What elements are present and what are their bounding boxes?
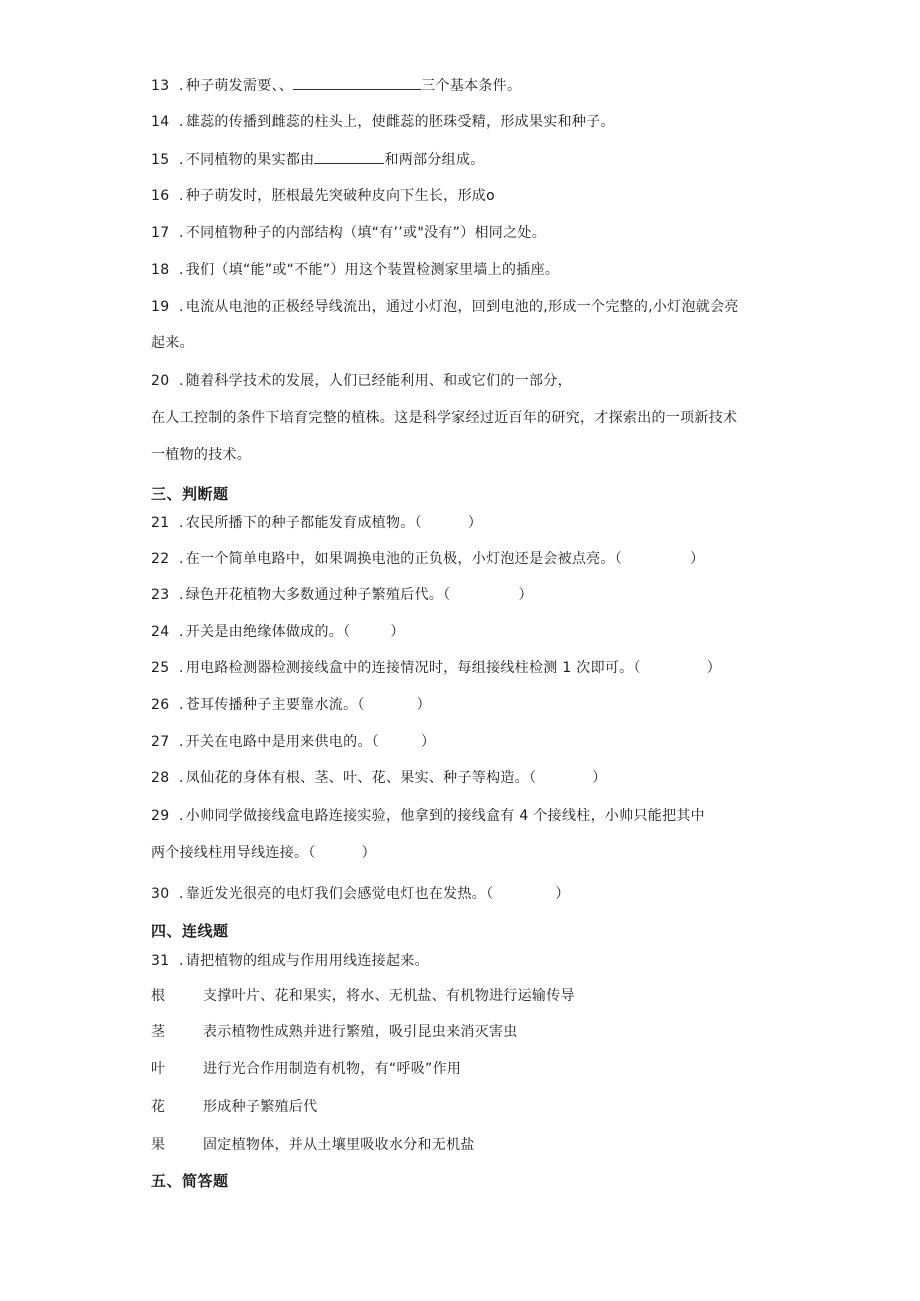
question-27: 27 . 开关在电路中是用来供电的。（ ） xyxy=(151,734,436,750)
match-term[interactable]: 茎 xyxy=(151,1024,166,1040)
match-row xyxy=(151,1097,317,1117)
question-31: 31 . 请把植物的组成与作用用线连接起来。 xyxy=(151,953,429,969)
match-term[interactable]: 叶 xyxy=(151,1061,166,1077)
match-description[interactable]: 支撑叶片、花和果实，将水、无机盐、有机物进行运输传导 xyxy=(203,988,575,1004)
close-paren: ） xyxy=(361,845,376,861)
question-29-continued xyxy=(151,843,376,863)
question-24: 24 . 开关是由绝缘体做成的。（ ） xyxy=(151,624,405,640)
question-text: 我们（填“能”或“不能”）用这个装置检测家里墙上的插座。 xyxy=(185,262,560,278)
question-text: 农民所播下的种子都能发育成植物。（ xyxy=(185,515,422,531)
close-paren: ） xyxy=(416,697,431,713)
question-number: 23 xyxy=(151,587,170,603)
question-number: 31 xyxy=(151,953,170,969)
question-text: 不同植物的果实都由 xyxy=(185,152,315,168)
question-text: 开关在电路中是用来供电的。（ xyxy=(185,734,379,750)
close-paren: ） xyxy=(706,660,722,676)
match-description[interactable]: 形成种子繁殖后代 xyxy=(203,1099,318,1115)
close-paren: ） xyxy=(390,624,405,640)
question-25: 25 . 用电路检测器检测接线盒中的连接情况时，每组接线柱检测 1 次即可。（ ） xyxy=(151,660,722,676)
match-row xyxy=(151,1135,475,1155)
close-paren: ） xyxy=(690,551,705,567)
question-text: 苍耳传播种子主要靠水流。（ xyxy=(185,697,365,713)
question-text: 小帅同学做接线盒电路连接实验，他拿到的接线盒有 4 个接线柱，小帅只能把其中 xyxy=(185,808,705,824)
question-18: 18 . 我们（填“能”或“不能”）用这个装置检测家里墙上的插座。 xyxy=(151,262,560,278)
question-text: 随着科学技术的发展，人们已经能利用、和或它们的一部分， xyxy=(185,373,572,389)
question-number: 28 xyxy=(151,770,170,786)
question-text: 凤仙花的身体有根、茎、叶、花、果实、种子等构造。（ xyxy=(185,770,537,786)
question-number: 21 xyxy=(151,515,170,531)
question-text: 种子萌发需要、、 xyxy=(185,78,294,94)
question-29: 29 . 小帅同学做接线盒电路连接实验，他拿到的接线盒有 4 个接线柱，小帅只能把其中 xyxy=(151,808,705,824)
close-paren: ） xyxy=(592,770,607,786)
question-text: 用电路检测器检测接线盒中的连接情况时，每组接线柱检测 1 次即可。（ xyxy=(185,660,641,676)
question-text: 种子萌发时，胚根最先突破种皮向下生长，形成o xyxy=(185,188,495,204)
section-heading-judge: 三、判断题 xyxy=(151,485,229,503)
answer-blank[interactable] xyxy=(293,75,421,90)
close-paren: ） xyxy=(555,886,570,902)
match-description[interactable]: 表示植物性成熟并进行繁殖，吸引昆虫来消灭害虫 xyxy=(203,1024,518,1040)
match-description[interactable]: 固定植物体，并从土壤里吸收水分和无机盐 xyxy=(203,1137,475,1153)
question-text: 雄蕊的传播到雌蕊的柱头上，使雌蕊的胚珠受精，形成果实和种子。 xyxy=(185,114,615,130)
question-23: 23 . 绿色开花植物大多数通过种子繁殖后代。（ ） xyxy=(151,587,533,603)
question-16: 16 . 种子萌发时，胚根最先突破种皮向下生长，形成o xyxy=(151,188,495,204)
close-paren: ） xyxy=(420,734,436,750)
question-21: 21 . 农民所播下的种子都能发育成植物。（ ） xyxy=(151,515,483,531)
question-number: 15 xyxy=(151,152,170,168)
close-paren: ） xyxy=(518,587,533,603)
question-number: 22 xyxy=(151,551,170,567)
question-text: 三个基本条件。 xyxy=(421,78,522,94)
question-30: 30 . 靠近发光很亮的电灯我们会感觉电灯也在发热。（ ） xyxy=(151,886,570,902)
question-17: 17 . 不同植物种子的内部结构（填“有’’或"没有”）相同之处。 xyxy=(151,225,547,241)
question-number: 14 xyxy=(151,114,170,130)
match-row xyxy=(151,986,575,1006)
question-number: 19 xyxy=(151,299,170,315)
match-term[interactable]: 根 xyxy=(151,988,166,1004)
question-text: 在一个简单电路中，如果调换电池的正负极，小灯泡还是会被点亮。（ xyxy=(185,551,623,567)
question-number: 13 xyxy=(151,78,170,94)
question-14: 14 . 雄蕊的传播到雌蕊的柱头上，使雌蕊的胚珠受精，形成果实和种子。 xyxy=(151,114,615,130)
question-text: 请把植物的组成与作用用线连接起来。 xyxy=(185,953,429,969)
close-paren: ） xyxy=(467,515,483,531)
question-number: 27 xyxy=(151,734,170,750)
question-text: 电流从电池的正极经导线流出，通过小灯泡，回到电池的,形成一个完整的,小灯泡就会亮 xyxy=(185,299,739,315)
question-number: 20 xyxy=(151,373,170,389)
question-number: 16 xyxy=(151,188,170,204)
section-heading-matching: 四、连线题 xyxy=(151,922,229,940)
question-number: 18 xyxy=(151,262,170,278)
question-15: 15 . 不同植物的果实都由 和两部分组成。 xyxy=(151,149,485,170)
question-19-continued: 起来。 xyxy=(151,335,194,351)
question-13: 13 . 种子萌发需要、、 三个基本条件。 xyxy=(151,75,521,96)
question-number: 26 xyxy=(151,697,170,713)
match-row xyxy=(151,1059,461,1079)
question-20-continued: 在人工控制的条件下培育完整的植株。这是科学家经过近百年的研究，才探索出的一项新技术 xyxy=(151,410,738,426)
question-text: 和两部分组成。 xyxy=(384,152,485,168)
match-term[interactable]: 果 xyxy=(151,1137,166,1153)
question-text: 绿色开花植物大多数通过种子繁殖后代。（ xyxy=(185,587,451,603)
question-26: 26 . 苍耳传播种子主要靠水流。（ ） xyxy=(151,697,431,713)
question-20-continued-2: 一植物的技术。 xyxy=(151,447,252,463)
match-description[interactable]: 进行光合作用制造有机物，有“呼吸”作用 xyxy=(203,1061,462,1077)
match-row xyxy=(151,1022,518,1042)
question-28: 28 . 凤仙花的身体有根、茎、叶、花、果实、种子等构造。（ ） xyxy=(151,770,607,786)
question-number: 24 xyxy=(151,624,170,640)
question-number: 29 xyxy=(151,808,170,824)
question-22: 22 . 在一个简单电路中，如果调换电池的正负极，小灯泡还是会被点亮。（ ） xyxy=(151,551,705,567)
section-heading-short-answer: 五、简答题 xyxy=(151,1172,229,1190)
question-number: 25 xyxy=(151,660,170,676)
question-text: 不同植物种子的内部结构（填“有’’或"没有”）相同之处。 xyxy=(185,225,547,241)
question-20: 20 . 随着科学技术的发展，人们已经能利用、和或它们的一部分， xyxy=(151,373,572,389)
question-number: 17 xyxy=(151,225,170,241)
match-term[interactable]: 花 xyxy=(151,1099,166,1115)
question-text: 开关是由绝缘体做成的。（ xyxy=(185,624,351,640)
question-19: 19 . 电流从电池的正极经导线流出，通过小灯泡，回到电池的,形成一个完整的,小灯泡就会亮 xyxy=(151,299,739,315)
answer-blank[interactable] xyxy=(314,149,384,164)
question-text: 两个接线柱用导线连接。（ xyxy=(151,845,316,861)
question-number: 30 xyxy=(151,886,170,902)
question-text: 靠近发光很亮的电灯我们会感觉电灯也在发热。（ xyxy=(185,886,494,902)
